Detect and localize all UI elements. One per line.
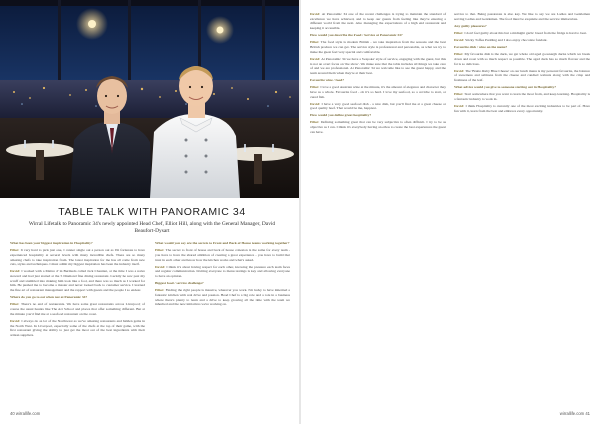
answer-text: I think Hospitality is currently one of the most exciting industries to be part of. Have fun with it, learn from the best and embrace every opportunity. bbox=[454, 104, 590, 113]
answer-text: I love a good Austrian wine at the minute, it's the amount of elegance and character they have as a whole. Favourite food - oh it's so hard. I love my seafood, so a ceviche to start, or cured fish. bbox=[310, 85, 446, 99]
interview-answer bbox=[10, 302, 145, 316]
question-text: Favourite wine / food? bbox=[310, 78, 344, 82]
right-page-column-1 bbox=[310, 12, 446, 137]
answer-text: Sticky Toffee Pudding and I also enjoy chocolate fondant. bbox=[465, 37, 548, 42]
question-text: Biggest food / service challenge? bbox=[155, 281, 204, 286]
interview-question bbox=[454, 24, 590, 29]
speaker-name: Elliot: bbox=[454, 92, 465, 97]
speaker-name: Elliot: bbox=[454, 30, 465, 35]
restaurant-night-photo bbox=[0, 0, 300, 198]
answer-text: At Panoramic 34 we have a 'bespoke' style of service, engaging with the guest, but this is not an overt focus on 'the show'. We make sure that the table includes all things we take care of and we are professional. At Panoramic 34 we welcome like to see the guest happy, and the team around them when they're at their best. bbox=[310, 56, 446, 75]
interview-answer bbox=[454, 38, 590, 43]
answer-text: I think it's about having respect for each other, knowing the pressure each team faces and regular communication. Inviting everyone to menu tastings is key and allowing everyone to have an opinion. bbox=[155, 264, 290, 278]
answer-text: It very hard to pick just one, I cannot single out a person out as I'm fortunate to have experienced hospitality at several levels with many incredible chefs. There are so many amazing chefs to take inspiration from. The latest inspiration for me has all come from new cuts, styles and techniques. I must admit my biggest inspiration has been the industry itself. bbox=[10, 248, 145, 267]
answer-text: My favourite dish is the duck, we get whole old aged goosnargh ducks which we break down and roast with so much respect as possible. The aged duck has so much flavour and the fat is so delicious. bbox=[454, 52, 590, 66]
interview-question bbox=[310, 33, 446, 38]
interview-answer bbox=[155, 265, 290, 279]
interview-answer bbox=[155, 248, 290, 262]
interview-answer bbox=[10, 269, 145, 293]
answer-text: I have a very good seafood dish - a nice dish, but you'll find me at a great cheese or good quality beef. That would be me, happiest. bbox=[310, 101, 446, 111]
speaker-name: David: bbox=[10, 318, 22, 323]
question-text: What would you say are the secrets to Front and Back of House teams working together? bbox=[155, 241, 290, 245]
page-gutter bbox=[299, 0, 301, 424]
answer-text: The secret to front of house and back of house cohesion is the same for every team - you have to have the shared ambition of creating a great experience - you have to build that trust in each other and know how the kitchen works and what's asked. bbox=[155, 248, 290, 262]
answer-text: At Panoramic 34 one of the recent challenges is trying to maintain the standard of excellence we have achieved, and to keep our guests from feeling like they're entering a different world from the next. Also managing the expectations of a high end restaurant and keeping it accessible. bbox=[310, 12, 447, 31]
answer-text: I always do as lot of the Northwest as we've amazing restaurants and hidden gems in the North West. In Liverpool, especially some of the chefs at the top of their game, with the first restaurant giving the ability to just get the most out of the best ingredients with their artisan suppliers. bbox=[10, 318, 145, 337]
left-page-column-2 bbox=[155, 241, 290, 309]
interview-question bbox=[10, 295, 145, 300]
speaker-name: Elliot: bbox=[10, 248, 21, 253]
interview-question bbox=[10, 241, 145, 246]
answer-text: The food style is modern British - we take inspiration from the seasons and the best British produce we can get. The service style is professional and personable, as what we try to make the guest feel very special and comfortable. bbox=[310, 40, 446, 54]
question-text: What has been your biggest inspiration in Hospitality? bbox=[10, 241, 93, 245]
speaker-name: Elliot: bbox=[454, 52, 465, 57]
speaker-name: Elliot: bbox=[155, 288, 166, 293]
interview-answer bbox=[155, 288, 290, 307]
article-standfirst: Wirral Lifetalk to Panoramic 34's newly appointed Head Chef, Elliot Hill, along with the General Manager, David Beaufort-Dysart bbox=[28, 221, 276, 234]
answer-text: Defining something great that can be very subjective is often difficult. I try to be as objective as I can. I think it's everybody having an ethos to create the best experiences the guest can have. bbox=[310, 120, 446, 134]
interview-answer bbox=[310, 40, 446, 54]
interview-question bbox=[454, 85, 590, 90]
interview-answer bbox=[310, 85, 446, 99]
interview-answer bbox=[454, 12, 590, 21]
interview-answer bbox=[310, 120, 446, 134]
interview-question bbox=[310, 78, 446, 83]
left-page-column-1 bbox=[10, 241, 145, 340]
answer-text: I worked with a Maitre d' in Bermuda called Jack Chestnut, at the time I was a naive steward and had just started at the 5 Diamond fine dining restaurant. Luckily he saw past my scruff and stumbled into making him look like a fool, and there was so much as I worked for him. He pushed me to become a master and never looked back to customer service. I learned the fine art of restaurant management and the rapport with guests and the people I so endear. bbox=[10, 269, 145, 293]
speaker-name: David: bbox=[310, 101, 322, 106]
interview-answer bbox=[10, 319, 145, 338]
interview-answer bbox=[10, 248, 145, 267]
speaker-name: Elliot: bbox=[310, 120, 321, 125]
question-text: What advice would you give to someone starting out in Hospitality? bbox=[454, 85, 557, 90]
speaker-name: David: bbox=[310, 56, 322, 61]
interview-question bbox=[454, 45, 590, 50]
hero-photo bbox=[0, 0, 300, 198]
speaker-name: Elliot: bbox=[10, 302, 21, 307]
speaker-name: Elliot: bbox=[155, 248, 166, 253]
interview-question bbox=[310, 113, 446, 118]
answer-text: The 'Brutto Ruby Blue Cheese' on our lunch menu is my personal favourite, the balance of sweetness and saltiness from the cheese and candied walnuts along with the crisp and freshness of the leaf. bbox=[454, 68, 591, 83]
answer-text: There's no end of restaurants. We have some great restaurants across Liverpool; of course the usual haunts like The Art School and places that offer something different. But at the minute you'd find me at a seafood restaurant on the coast. bbox=[10, 302, 145, 316]
interview-answer bbox=[310, 102, 446, 111]
right-page-column-2 bbox=[454, 12, 590, 116]
folio-right: wirrallife.com 41 bbox=[559, 411, 590, 416]
speaker-name: Elliot: bbox=[310, 40, 321, 45]
interview-answer bbox=[454, 31, 590, 36]
answer-text: I don't feel guilty about this but a midnight garlic bread from the fridge is hard to beat. bbox=[464, 30, 587, 35]
interview-answer bbox=[454, 104, 590, 113]
speaker-name: David: bbox=[454, 37, 466, 42]
answer-text: Start somewhere that you want to learn the most from, and keep learning. Hospitality is a fantastic industry to work in. bbox=[454, 92, 590, 101]
interview-answer bbox=[454, 52, 590, 66]
speaker-name: David: bbox=[454, 68, 466, 73]
interview-question bbox=[155, 241, 290, 246]
question-text: Where do you go to eat when not at Panoramic 34? bbox=[10, 295, 88, 300]
interview-answer bbox=[454, 69, 590, 83]
question-text: Favourite dish / wine on the menu? bbox=[454, 45, 508, 50]
interview-question bbox=[155, 281, 290, 286]
interview-answer bbox=[310, 12, 446, 31]
answer-text: service to that. Being passionate is also key. We like to say we are Ladies and Gentlemen serving Ladies and Gentlemen. The food must be exquisite and the service immaculate. bbox=[454, 12, 590, 21]
speaker-name: David: bbox=[310, 12, 322, 16]
speaker-name: David: bbox=[155, 264, 167, 269]
speaker-name: David: bbox=[10, 269, 22, 274]
article-headline: TABLE TALK WITH PANORAMIC 34 bbox=[58, 206, 246, 218]
speaker-name: David: bbox=[454, 104, 466, 109]
speaker-name: Elliot: bbox=[310, 85, 321, 90]
interview-answer bbox=[454, 92, 590, 101]
question-text: Any guilty pleasures? bbox=[454, 23, 487, 28]
question-text: How would you define great hospitality? bbox=[310, 113, 372, 118]
folio-left: 40 wirrallife.com bbox=[10, 411, 41, 416]
answer-text: Finding the right people is massive, wherever you work. I'm lucky to have inherited a fantastic kitchen with real drive and passion. Head Chef is a big role and a role in a business where there's plenty to learn and a drive to keep growing all the time with the team we inherited and the new initiatives we're working on. bbox=[155, 288, 290, 307]
interview-answer bbox=[310, 57, 446, 76]
question-text: How would you describe the Food / Service at Panoramic 34? bbox=[310, 33, 403, 38]
